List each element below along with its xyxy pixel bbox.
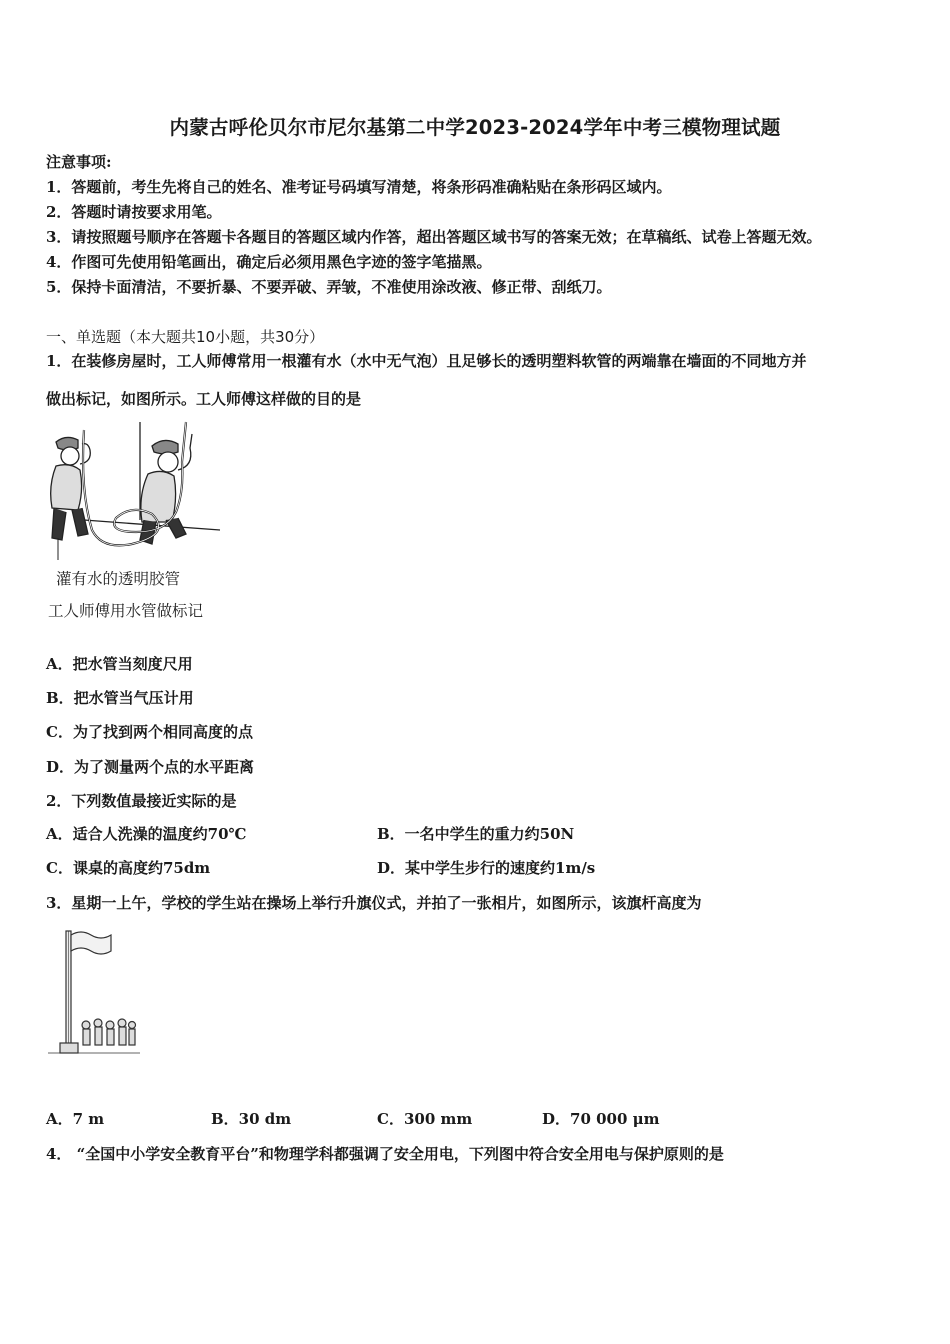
q2-option-b: B．一名中学生的重力约50N xyxy=(377,825,575,843)
q1-figure-caption-1: 灌有水的透明胶管 xyxy=(56,570,181,588)
q1-stem-line2: 做出标记，如图所示。工人师傅这样做的目的是 xyxy=(46,390,362,408)
q1-figure-caption-2: 工人师傅用水管做标记 xyxy=(48,602,204,620)
q2-option-d: D．某中学生步行的速度约1m/s xyxy=(377,859,596,877)
q3-stem: 3．星期一上午，学校的学生站在操场上举行升旗仪式，并拍了一张相片，如图所示，该旗杆高度为 xyxy=(46,894,702,912)
notice-item: 4．作图可先使用铅笔画出，确定后必须用黑色字迹的签字笔描黑。 xyxy=(46,253,492,271)
section-heading: 一、单选题（本大题共10小题，共30分） xyxy=(46,328,325,346)
q3-flagpole-figure xyxy=(48,925,140,1060)
q3-option-d: D．70 000 μm xyxy=(542,1110,660,1128)
notice-item: 5．保持卡面清洁，不要折暴、不要弄破、弄皱，不准使用涂改液、修正带、刮纸刀。 xyxy=(46,278,612,296)
q3-option-c: C．300 mm xyxy=(377,1110,473,1128)
notice-item: 1．答题前，考生先将自己的姓名、准考证号码填写清楚，将条形码准确粘贴在条形码区域内。 xyxy=(46,178,672,196)
q2-stem: 2．下列数值最接近实际的是 xyxy=(46,792,237,810)
q3-option-a: A．7 m xyxy=(46,1110,105,1128)
q1-option-d: D．为了测量两个点的水平距离 xyxy=(46,758,255,776)
q1-stem-line1: 1．在装修房屋时，工人师傅常用一根灌有水（水中无气泡）且足够长的透明塑料软管的两端靠在墙面的不同地方并 xyxy=(46,352,807,370)
q4-stem: 4． “全国中小学安全教育平台”和物理学科都强调了安全用电，下列图中符合安全用电与保护原则的是 xyxy=(46,1145,724,1163)
notice-item: 3．请按照题号顺序在答题卡各题目的答题区域内作答，超出答题区域书写的答案无效；在草稿纸、试卷上答题无效。 xyxy=(46,228,822,246)
q1-option-b: B．把水管当气压计用 xyxy=(46,689,194,707)
q1-workers-figure xyxy=(44,420,224,560)
q1-option-a: A．把水管当刻度尺用 xyxy=(46,655,193,673)
page-title: 内蒙古呼伦贝尔市尼尔基第二中学2023-2024学年中考三模物理试题 xyxy=(169,116,781,139)
notice-heading: 注意事项: xyxy=(46,153,112,171)
q1-option-c: C．为了找到两个相同高度的点 xyxy=(46,723,253,741)
notice-item: 2．答题时请按要求用笔。 xyxy=(46,203,222,221)
q3-option-b: B．30 dm xyxy=(211,1110,292,1128)
q2-option-a: A．适合人洗澡的温度约70℃ xyxy=(46,825,247,843)
q2-option-c: C．课桌的高度约75dm xyxy=(46,859,211,877)
